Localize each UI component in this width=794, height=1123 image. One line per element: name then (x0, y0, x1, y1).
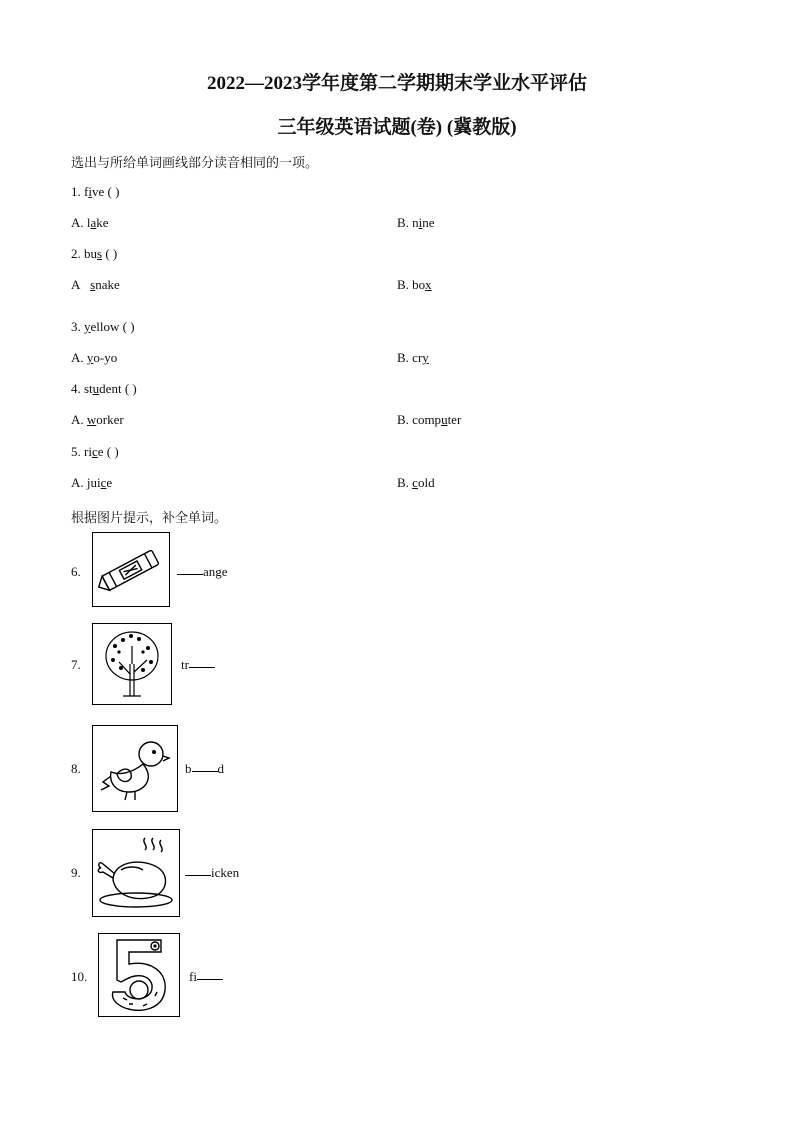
answer-paren[interactable]: ( ) (106, 444, 119, 459)
bird-icon (92, 725, 178, 812)
item-10-word: fi (189, 969, 223, 985)
question-1-option-a[interactable]: A. lake (71, 215, 109, 230)
item-9-word: icken (185, 865, 239, 881)
question-3-option-b[interactable]: B. cry (397, 350, 429, 365)
answer-paren[interactable]: ( ) (105, 246, 118, 261)
section1-instruction: 选出与所给单词画线部分读音相同的一项。 (71, 155, 319, 170)
question-4: 4. student ( ) (71, 381, 137, 396)
question-5: 5. rice ( ) (71, 444, 119, 459)
item-7-word: tr (181, 657, 215, 673)
item-6-number: 6. (71, 564, 81, 579)
fill-blank[interactable] (189, 666, 215, 668)
fill-blank[interactable] (177, 573, 203, 575)
item-9-number: 9. (71, 865, 81, 880)
question-2-option-b[interactable]: B. box (397, 277, 432, 292)
question-5-option-b[interactable]: B. cold (397, 475, 435, 490)
fill-blank[interactable] (197, 978, 223, 980)
chicken-icon (92, 829, 180, 917)
question-4-option-b[interactable]: B. computer (397, 412, 462, 427)
question-1-option-b[interactable]: B. nine (397, 215, 435, 230)
question-4-option-a[interactable]: A. worker (71, 412, 124, 427)
answer-paren[interactable]: ( ) (122, 319, 135, 334)
item-10-number: 10. (71, 969, 88, 984)
crayon-icon (92, 532, 170, 607)
number-five-icon (98, 933, 180, 1017)
question-5-option-a[interactable]: A. juice (71, 475, 113, 490)
question-2: 2. bus ( ) (71, 246, 118, 261)
tree-icon (92, 623, 172, 705)
section2-instruction: 根据图片提示，补全单词。 (71, 510, 228, 525)
question-2-option-a[interactable]: A snake (71, 277, 120, 292)
question-1: 1. five ( ) (71, 184, 120, 199)
fill-blank[interactable] (185, 874, 211, 876)
item-6-word: ange (177, 564, 228, 580)
item-8-word: b d (185, 761, 224, 776)
question-3-option-a[interactable]: A. yo-yo (71, 350, 118, 365)
item-7-number: 7. (71, 657, 81, 672)
answer-paren[interactable]: ( ) (124, 381, 137, 396)
answer-paren[interactable]: ( ) (107, 184, 120, 199)
question-3: 3. yellow ( ) (71, 319, 135, 334)
page-subtitle: 三年级英语试题(卷) (冀教版) (277, 117, 517, 138)
item-8-number: 8. (71, 761, 81, 776)
fill-blank[interactable] (192, 770, 218, 772)
page-title: 2022—2023学年度第二学期期末学业水平评估 (206, 73, 587, 94)
